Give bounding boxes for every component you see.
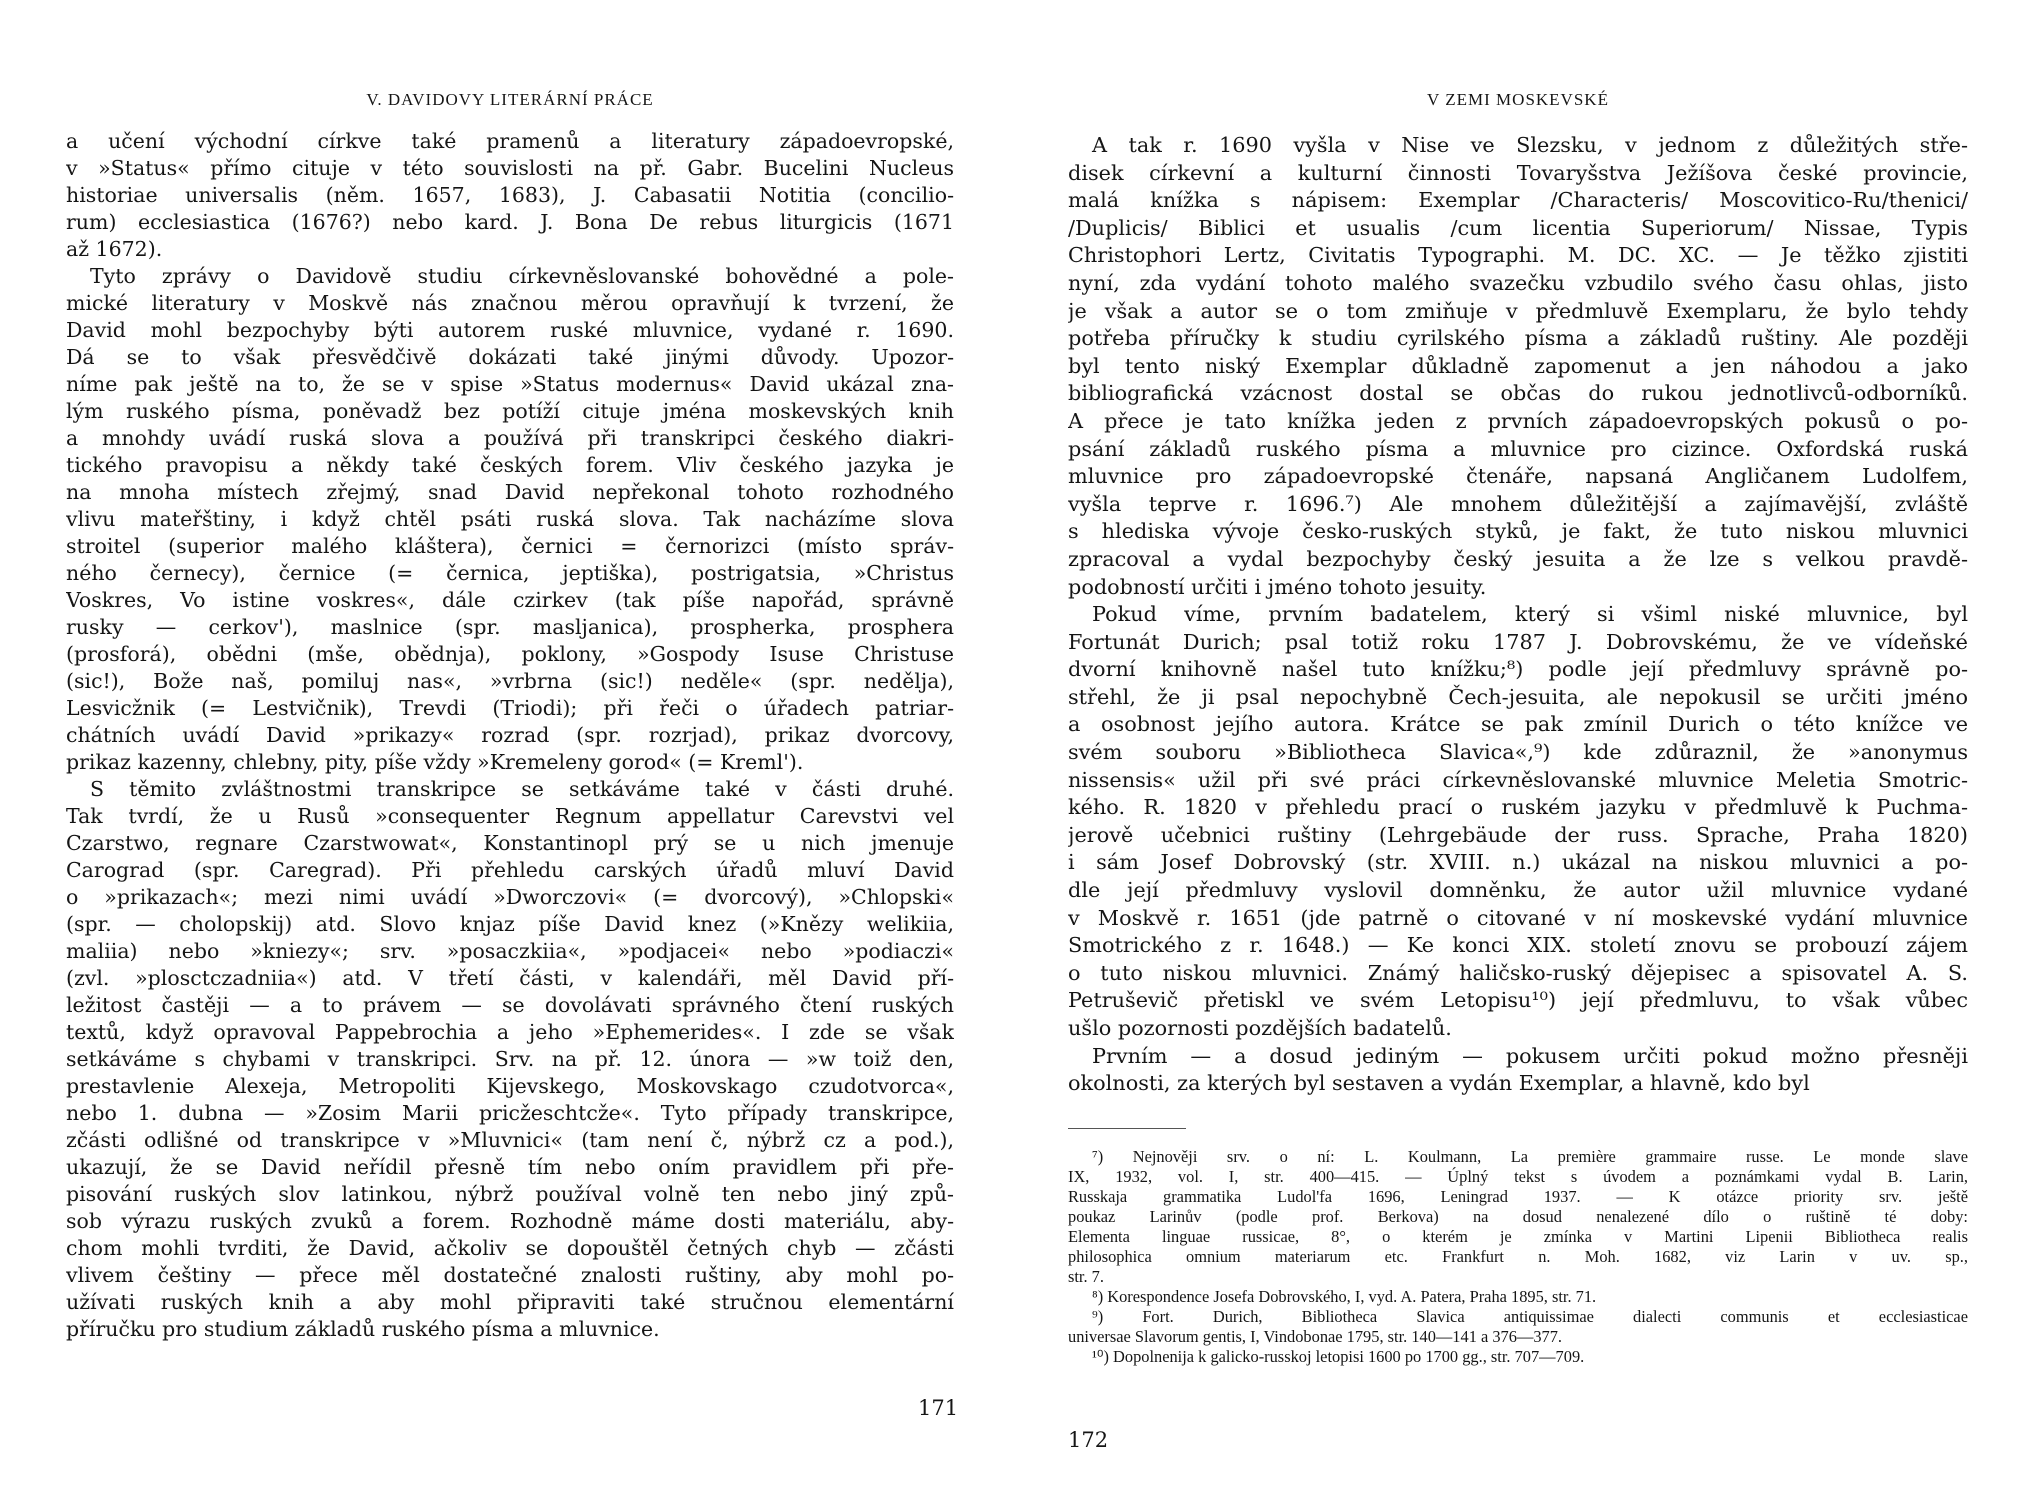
text-line: nebo 1. dubna — »Zosim Marii pricžeschtcže«. Tyto případy transkripce, — [66, 1101, 954, 1125]
text-line: Carograd (spr. Caregrad). Při přehledu carských úřadů mluví David — [66, 858, 954, 882]
body-text — [1068, 132, 1968, 1098]
text-line: Lesvicžnik (= Lestvičnik), Trevdi (Triodi); při řeči o úřadech patriar- — [66, 696, 954, 720]
text-line: okolnosti, za kterých byl sestaven a vydán Exemplar, a hlavně, kdo byl — [1068, 1071, 1810, 1096]
text-line: a mnohdy uvádí ruská slova a používá při transkripci českého diakri- — [66, 426, 954, 450]
footnotes — [1068, 1147, 1968, 1367]
right-page — [1068, 0, 1968, 1500]
text-line: níme pak ještě na to, že se v spise »Status modernus« David ukázal zna- — [66, 372, 954, 396]
text-line: prikaz kazenny, chlebny, pity, píše vždy »Kremeleny gorod« (= Kreml'). — [66, 750, 804, 774]
running-header: V. DAVIDOVY LITERÁRNÍ PRÁCE — [366, 90, 654, 109]
text-line: i sám Josef Dobrovský (str. XVIII. n.) ukázal na niskou mluvnici a po- — [1068, 850, 1968, 875]
text-line: chom mohli tvrditi, že David, ačkoliv se dopouštěl četných chyb — zčásti — [66, 1236, 954, 1260]
footnote-line: Elementa linguae russicae, 8°, o kterém je zmínka v Martini Lipenii Bibliotheca realis — [1068, 1227, 1968, 1246]
text-line: (prosforá), obědni (mše, obědnja), poklony, »Gospody Isuse Christuse — [66, 642, 954, 666]
footnote-line: ⁷) Nejnověji srv. o ní: L. Koulmann, La première grammaire russe. Le monde slave — [1092, 1147, 1968, 1166]
text-line: historiae universalis (něm. 1657, 1683), J. Cabasatii Notitia (concilio- — [66, 183, 954, 207]
text-line: ukazují, že se David neřídil přesně tím nebo oním pravidlem při pře- — [66, 1155, 954, 1179]
left-page — [66, 0, 959, 1500]
text-line: sob výrazu ruských zvuků a forem. Rozhodně máme dosti materiálu, aby- — [66, 1209, 954, 1233]
text-line: vlivu mateřštiny, i když chtěl psáti ruská slova. Tak nacházíme slova — [66, 507, 954, 531]
text-line: svém souboru »Bibliotheca Slavica«,⁹) kde zdůraznil, že »anonymus — [1068, 740, 1968, 765]
text-line: Prvním — a dosud jediným — pokusem určiti pokud možno přesněji — [1092, 1043, 1968, 1068]
text-line: malá knížka s nápisem: Exemplar /Characteris/ Moscovitico-Ru/thenici/ — [1068, 188, 1968, 213]
footnote-divider — [1068, 1128, 1186, 1129]
text-line: střehl, že ji psal nepochybně Čech-jesuita, ale nepokusil se určiti jméno — [1068, 684, 1968, 709]
text-line: nissensis« užil při své práci církevněslovanské mluvnice Meletia Smotric- — [1068, 767, 1968, 792]
text-line: textů, když opravoval Pappebrochia a jeho »Ephemerides«. I zde se však — [66, 1020, 954, 1044]
text-line: Voskres, Vo istine voskres«, dále czirkev (tak píše napořád, správně — [66, 588, 954, 612]
text-line: Petruševič přetiskl ve svém Letopisu¹⁰) její předmluvu, to však vůbec — [1068, 988, 1968, 1013]
text-line: byl tento niský Exemplar důkladně zapomenut a jen náhodou a jako — [1068, 353, 1968, 378]
text-line: o »prikazach«; mezi nimi uvádí »Dworczovi« (= dvorcový), »Chlopski« — [66, 885, 954, 909]
text-line: Czarstwo, regnare Czarstwowat«, Konstantinopl prý se u nich jmenuje — [66, 831, 954, 855]
text-line: ného černecy), černice (= černica, jeptiška), postrigatsia, »Christus — [66, 561, 954, 585]
text-line: užívati ruských knih a aby mohl připraviti také stručnou elementární — [66, 1290, 954, 1314]
text-line: a učení východní církve také pramenů a literatury západoevropské, — [66, 129, 954, 153]
text-line: (spr. — cholopskij) atd. Slovo knjaz píše David knez (»Knězy welikiia, — [66, 912, 954, 936]
text-line: na mnoha místech zřejmý, snad David nepřekonal tohoto rozhodného — [66, 480, 954, 504]
text-line: Smotrického z r. 1648.) — Ke konci XIX. století znovu se probouzí zájem — [1068, 933, 1968, 958]
text-line: psání základů ruského písma a mluvnice pro cizince. Oxfordská ruská — [1068, 436, 1968, 461]
text-line: v Moskvě r. 1651 (jde patrně o citované v ní moskevské vydání mluvnice — [1068, 905, 1968, 930]
text-line: (sic!), Bože naš, pomiluj nas«, »vrbrna (sic!) neděle« (spr. nedělja), — [66, 669, 954, 693]
text-line: je však a autor se o tom zmiňuje v předmluvě Exemplaru, že bylo tehdy — [1068, 298, 1968, 323]
text-line: a osobnost jejího autora. Krátce se pak zmínil Durich o této knížce ve — [1068, 712, 1968, 737]
text-line: Dá se to však přesvědčivě dokázati také jinými důvody. Upozor- — [66, 345, 954, 369]
footnote-line: Russkaja grammatika Ludol'fa 1696, Leningrad 1937. — K otázce priority srv. ještě — [1068, 1187, 1968, 1206]
text-line: A tak r. 1690 vyšla v Nise ve Slezsku, v jednom z důležitých stře- — [1092, 133, 1968, 157]
text-line: s hlediska vývoje česko-ruských styků, je fakt, že tuto niskou mluvnici — [1068, 519, 1968, 544]
text-line: Fortunát Durich; psal totiž roku 1787 J. Dobrovskému, že ve vídeňské — [1068, 629, 1968, 654]
text-line: dvorní knihovně našel tuto knížku;⁸) podle její předmluvy správně po- — [1068, 657, 1968, 682]
text-line: jerově učebnici ruštiny (Lehrgebäude der russ. Sprache, Praha 1820) — [1068, 822, 1968, 847]
footnote-line: str. 7. — [1068, 1267, 1104, 1286]
text-line: mluvnice pro západoevropské čtenáře, napsaná Angličanem Ludolfem, — [1068, 464, 1968, 489]
text-line: dle její předmluvy vyslovil domněnku, že autor užil mluvnice vydané — [1068, 878, 1968, 903]
text-line: kého. R. 1820 v přehledu prací o ruském jazyku v předmluvě k Puchma- — [1068, 795, 1968, 820]
text-line: setkáváme s chybami v transkripci. Srv. na př. 12. února — »w toiž den, — [66, 1047, 954, 1071]
text-line: maliia) nebo »kniezy«; srv. »posaczkiia«, »podjacei« nebo »podiaczi« — [66, 939, 954, 963]
text-line: v »Status« přímo cituje v této souvislosti na př. Gabr. Bucelini Nucleus — [66, 156, 954, 180]
text-line: podobností určiti i jméno tohoto jesuity. — [1068, 574, 1487, 599]
text-line: Tak tvrdí, že u Rusů »consequenter Regnum appellatur Carevstvi vel — [66, 804, 954, 828]
text-line: A přece je tato knížka jeden z prvních západoevropských pokusů o po- — [1068, 408, 1968, 433]
text-line: disek církevní a kulturní činnosti Tovaryšstva Ježíšova české provincie, — [1068, 160, 1968, 185]
running-header: V ZEMI MOSKEVSKÉ — [1427, 90, 1609, 109]
text-line: ušlo pozornosti pozdějších badatelů. — [1068, 1016, 1452, 1040]
text-line: mické literatury v Moskvě nás značnou měrou opravňují k tvrzení, že — [66, 291, 954, 315]
text-line: zčásti odlišné od transkripce v »Mluvnici« (tam není č, nýbrž cz a pod.), — [66, 1128, 954, 1152]
text-line: stroitel (superior malého kláštera), černici = černorizci (místo správ- — [66, 534, 954, 558]
text-line: /Duplicis/ Biblici et usualis /cum licentia Superiorum/ Nissae, Typis — [1068, 215, 1968, 240]
text-line: až 1672). — [66, 237, 163, 261]
text-line: nyní, zda vydání tohoto malého svazečku vzbudilo svého času ohlas, jisto — [1068, 270, 1968, 295]
text-line: ležitost častěji — a to právem — se dovolávati správného čtení ruských — [66, 993, 954, 1017]
footnote-line: ¹⁰) Dopolnenija k galicko-russkoj letopisi 1600 po 1700 gg., str. 707—709. — [1092, 1347, 1585, 1366]
text-line: tického pravopisu a někdy také českých forem. Vliv českého jazyka je — [66, 453, 954, 477]
text-line: vyšla teprve r. 1696.⁷) Ale mnohem důležitější a zajímavější, zvláště — [1068, 491, 1968, 516]
text-line: David mohl bezpochyby býti autorem ruské mluvnice, vydané r. 1690. — [66, 318, 954, 342]
text-line: o tuto niskou mluvnici. Známý haličsko-ruský dějepisec a spisovatel A. S. — [1068, 960, 1968, 985]
footnote-line: philosophica omnium materiarum etc. Frankfurt n. Moh. 1682, viz Larin v uv. sp., — [1068, 1247, 1968, 1266]
text-line: chátních uvádí David »prikazy« rozrad (spr. rozrjad), prikaz dvorcovy, — [66, 723, 954, 747]
text-line: Tyto zprávy o Davidově studiu církevněslovanské bohovědné a pole- — [90, 264, 954, 288]
body-text — [66, 128, 954, 1343]
footnote-line: IX, 1932, vol. I, str. 400—415. — Úplný tekst s úvodem a poznámkami vydal B. Larin, — [1068, 1167, 1968, 1186]
text-line: příručku pro studium základů ruského písma a mluvnice. — [66, 1317, 660, 1341]
text-line: pisování ruských slov latinkou, nýbrž používal volně ten nebo jiný způ- — [66, 1182, 954, 1206]
page-number: 172 — [1068, 1428, 1109, 1452]
text-line: potřeba příručky k studiu cyrilského písma a základů ruštiny. Ale později — [1068, 326, 1968, 351]
text-line: lým ruského písma, poněvadž bez potíží cituje jména moskevských knih — [66, 399, 954, 423]
footnote-line: ⁸) Korespondence Josefa Dobrovského, I, vyd. A. Patera, Praha 1895, str. 71. — [1092, 1287, 1597, 1306]
text-line: S těmito zvláštnostmi transkripce se setkáváme také v části druhé. — [90, 777, 954, 801]
text-line: rum) ecclesiastica (1676?) nebo kard. J. Bona De rebus liturgicis (1671 — [66, 210, 954, 234]
footnote-line: ⁹) Fort. Durich, Bibliotheca Slavica antiquissimae dialecti communis et ecclesiasticae — [1092, 1307, 1968, 1326]
text-line: bibliografická vzácnost dostal se občas do rukou jednotlivců-odborníků. — [1068, 381, 1968, 406]
page-number: 171 — [918, 1396, 959, 1420]
text-line: rusky — cerkov'), maslnice (spr. masljanica), prospherka, prosphera — [66, 615, 954, 639]
text-line: zpracoval a vydal bezpochyby český jesuita a že lze s velkou pravdě- — [1068, 546, 1968, 571]
text-line: (zvl. »plosctczadniia«) atd. V třetí části, v kalendáři, měl David pří- — [66, 966, 954, 990]
text-line: Christophori Lertz, Civitatis Typographi. M. DC. XC. — Je těžko zjistiti — [1068, 243, 1968, 268]
text-line: vlivem češtiny — přece měl dostatečné znalosti ruštiny, aby mohl po- — [66, 1263, 954, 1287]
footnote-line: poukaz Larinův (podle prof. Berkova) na dosud nenalezené dílo o ruštině té doby: — [1068, 1207, 1968, 1226]
footnote-line: universae Slavorum gentis, I, Vindobonae 1795, str. 140—141 a 376—377. — [1068, 1327, 1563, 1346]
text-line: Pokud víme, prvním badatelem, který si všiml niské mluvnice, byl — [1092, 602, 1968, 627]
text-line: prestavlenie Alexeja, Metropoliti Kijevskego, Moskovskago czudotvorca«, — [66, 1074, 954, 1098]
